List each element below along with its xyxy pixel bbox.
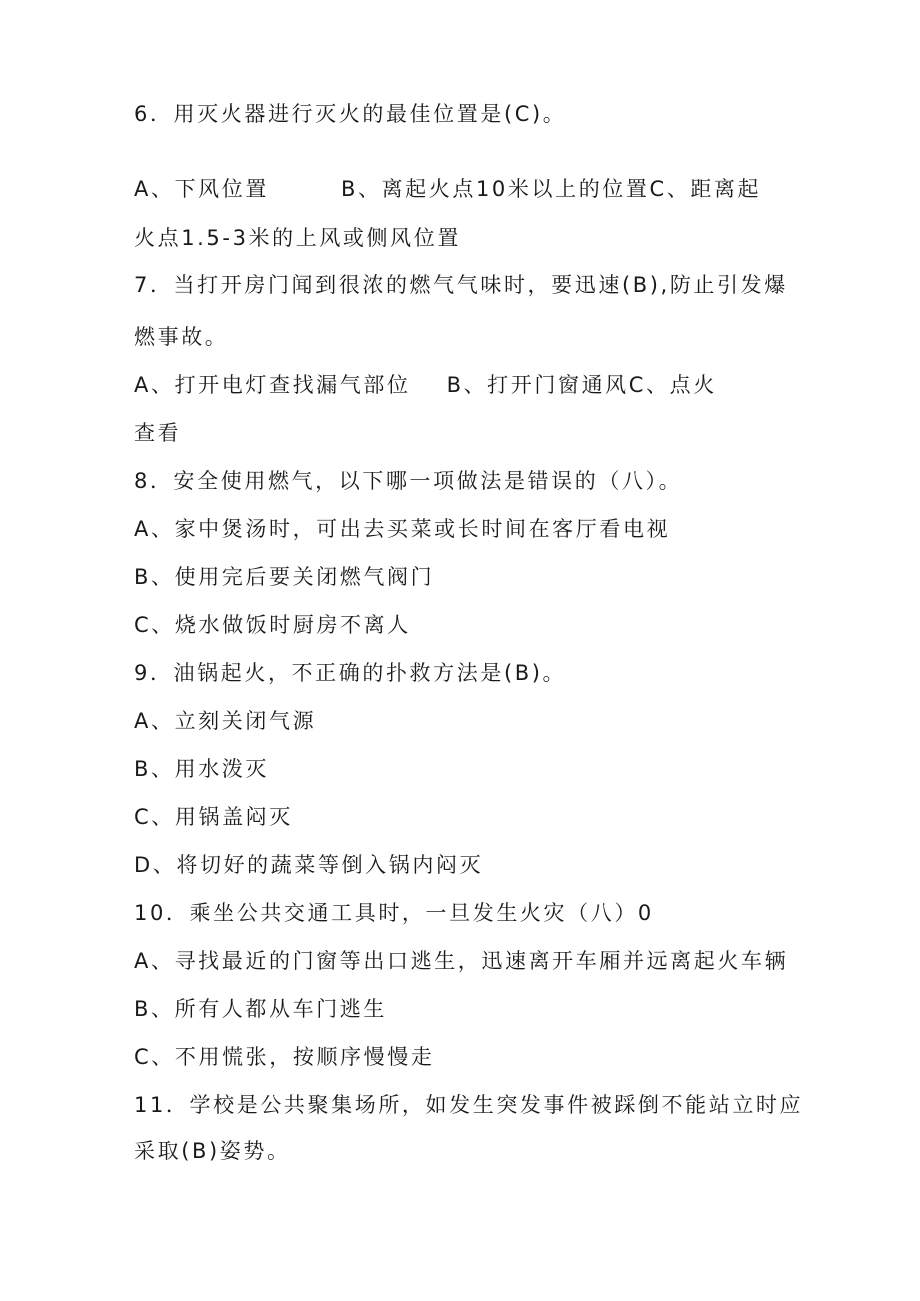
- question-9-option-a: A、立刻关闭气源: [134, 709, 317, 733]
- question-8-option-b: B、使用完后要关闭燃气阀门: [134, 565, 435, 589]
- question-10-option-b: B、所有人都从车门逃生: [134, 997, 388, 1021]
- question-6-options-line-1: [134, 174, 761, 204]
- option-b-c: B、离起火点10米以上的位置C、距离起: [340, 177, 762, 201]
- question-11-stem-line-1: 11．学校是公共聚集场所，如发生突发事件被踩倒不能站立时应: [134, 1093, 804, 1117]
- question-6-stem: 6．用灭火器进行灭火的最佳位置是(C)。: [134, 102, 567, 126]
- question-6-options-line-2: 火点1.5-3米的上风或侧风位置: [134, 226, 461, 250]
- question-10-option-c: C、不用慌张，按顺序慢慢走: [134, 1045, 435, 1069]
- question-9-option-b: B、用水泼灭: [134, 757, 270, 781]
- question-8-option-c: C、烧水做饭时厨房不离人: [134, 613, 411, 637]
- option-b-c: B、打开门窗通风C、点火: [446, 373, 717, 397]
- question-10-stem: 10．乘坐公共交通工具时，一旦发生火灾（八）0: [134, 901, 654, 925]
- question-8-option-a: A、家中煲汤时，可出去买菜或长时间在客厅看电视: [134, 517, 671, 541]
- question-7-stem-line-2: 燃事故。: [134, 325, 229, 349]
- option-a: A、打开电灯查找漏气部位: [134, 373, 411, 397]
- question-9-stem: 9．油锅起火，不正确的扑救方法是(B)。: [134, 661, 567, 685]
- question-11-stem-line-2: 采取(B)姿势。: [134, 1139, 291, 1163]
- question-8-stem: 8．安全使用燃气，以下哪一项做法是错误的（八）。: [134, 469, 683, 493]
- question-7-stem-line-1: 7．当打开房门闻到很浓的燃气气味时，要迅速(B),防止引发爆: [134, 273, 788, 297]
- option-a: A、下风位置: [134, 177, 269, 201]
- question-7-options-line-1: [134, 370, 717, 400]
- question-10-option-a: A、寻找最近的门窗等出口逃生，迅速离开车厢并远离起火车辆: [134, 949, 789, 973]
- question-9-option-c: C、用锅盖闷灭: [134, 805, 293, 829]
- question-9-option-d: D、将切好的蔬菜等倒入锅内闷灭: [134, 853, 484, 877]
- question-7-options-line-2: 查看: [134, 421, 182, 445]
